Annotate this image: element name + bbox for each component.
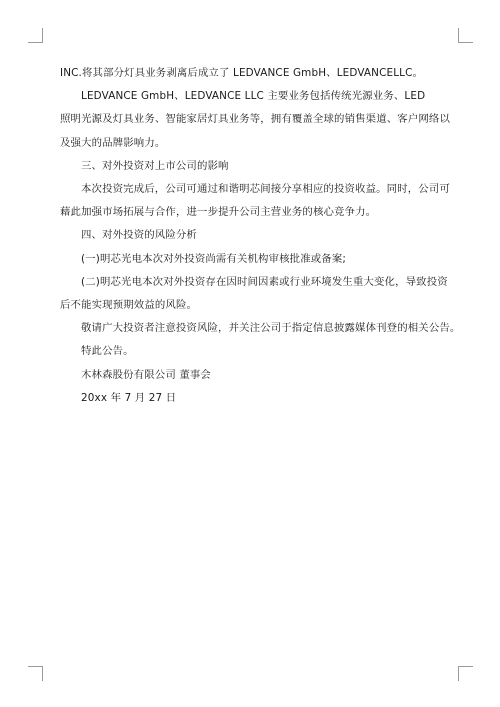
- crop-mark-bottom-right: [458, 666, 473, 681]
- crop-mark-top-left: [28, 28, 43, 43]
- paragraph-line: LEDVANCE GmbH、LEDVANCE LLC 主要业务包括传统光源业务、LED: [81, 90, 426, 103]
- document-body: [60, 62, 461, 410]
- list-item: (一)明芯光电本次对外投资尚需有关机构审核批准或备案;: [81, 252, 347, 265]
- paragraph-line: 照明光源及灯具业务、智能家居灯具业务等，拥有覆盖全球的销售渠道、客户网络以: [60, 113, 450, 126]
- closing-line: 特此公告。: [81, 345, 134, 358]
- section-heading: 四、对外投资的风险分析: [81, 229, 197, 242]
- crop-mark-top-right: [458, 28, 473, 43]
- list-item: (二)明芯光电本次对外投资存在因时间因素或行业环境发生重大变化，导致投资: [81, 275, 448, 288]
- paragraph-line: 藉此加强市场拓展与合作，进一步提升公司主营业务的核心竞争力。: [60, 206, 377, 219]
- paragraph-line: 及强大的品牌影响力。: [60, 136, 166, 149]
- paragraph-line: 后不能实现预期效益的风险。: [60, 299, 198, 312]
- paragraph-line: 本次投资完成后，公司可通过和谐明芯间接分享相应的投资收益。同时，公司可: [81, 183, 450, 196]
- crop-mark-bottom-left: [28, 666, 43, 681]
- paragraph-line: 敬请广大投资者注意投资风险，并关注公司于指定信息披露媒体刊登的相关公告。: [81, 322, 461, 335]
- paragraph-line: INC.将其部分灯具业务剥离后成立了 LEDVANCE GmbH、LEDVANCELLC。: [60, 67, 424, 79]
- section-heading: 三、对外投资对上市公司的影响: [81, 159, 229, 172]
- signature-date: 20xx 年 7 月 27 日: [81, 391, 177, 404]
- signature-company: 木林森股份有限公司 董事会: [81, 368, 211, 381]
